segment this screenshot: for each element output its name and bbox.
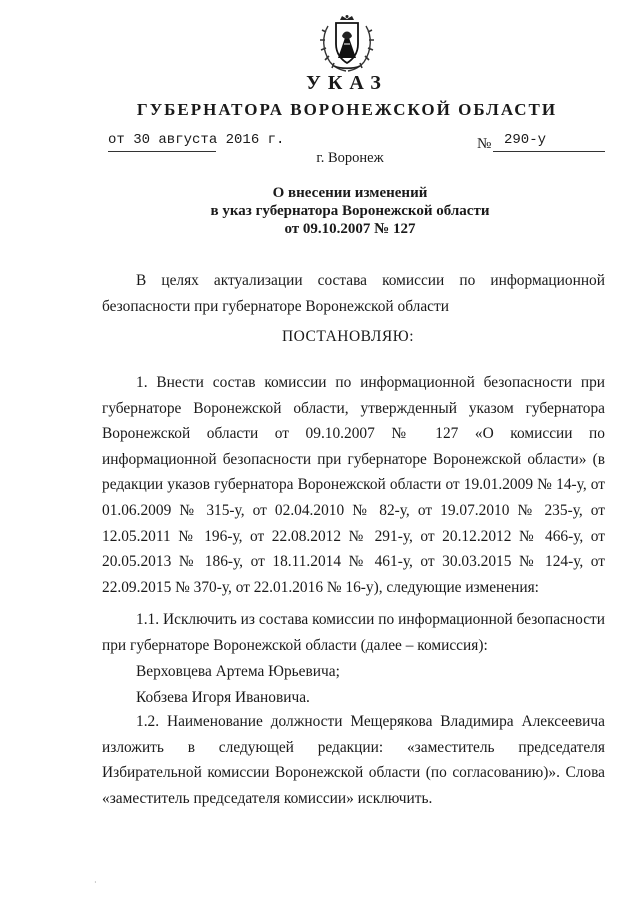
excluded-person-1: Верховцева Артема Юрьевича;	[136, 663, 340, 680]
subject-line-2: в указ губернатора Воронежской области	[210, 203, 490, 219]
decree-word: ПОСТАНОВЛЯЮ:	[281, 328, 415, 345]
coat-of-arms-emblem	[318, 14, 376, 74]
subject-line-1: О внесении изменений	[272, 185, 428, 201]
preamble: В целях актуализации состава комиссии по информационной безопасности при губернаторе Воронежской области	[102, 272, 605, 315]
subject-line-3: от 09.10.2007 № 127	[284, 221, 416, 237]
number-label: №	[477, 136, 492, 152]
excluded-person-2: Кобзева Игоря Ивановича.	[136, 689, 310, 706]
decree-subtitle: ГУБЕРНАТОРА ВОРОНЕЖСКОЙ ОБЛАСТИ	[136, 100, 558, 119]
city: г. Воронеж	[316, 150, 384, 166]
decree-subject	[0, 184, 640, 238]
item-1: 1. Внести состав комиссии по информационной безопасности при губернаторе Воронежской области, утвержденный указом губернатора Воронежской области от 09.10.2007 № 127 «О комиссии по информационной безопасности при губернаторе Воронежской области» (в редакции указов губернатора Воронежской области от 19.01.2009 № 14-у, от 01.06.2009 № 315-у, от 02.04.2010 № 82-у, от 19.07.2010 № 235-у, от 12.05.2011 № 196-у, от 22.08.2012 № 291-у, от 20.12.2012 № 466-у, от 20.05.2013 № 186-у, от 18.11.2014 № 461-у, от 30.03.2015 № 124-у, от 22.09.2015 № 370-у, от 22.01.2016 № 16-у), следующие изменения:	[102, 374, 605, 596]
decree-number: 290-у	[504, 132, 547, 148]
decree-date: от 30 августа 2016 г.	[108, 132, 285, 148]
decree-title: УКАЗ	[306, 72, 388, 94]
item-1-2: 1.2. Наименование должности Мещерякова Владимира Алексеевича изложить в следующей редакции: «заместитель председателя Избирательной комиссии Воронежской области (по согласованию)». Слова «заместитель председателя комиссии» исключить.	[102, 713, 605, 807]
scan-mark: ·	[94, 878, 97, 887]
item-1-1: 1.1. Исключить из состава комиссии по информационной безопасности при губернаторе Воронежской области (далее – комиссия):	[102, 611, 605, 654]
